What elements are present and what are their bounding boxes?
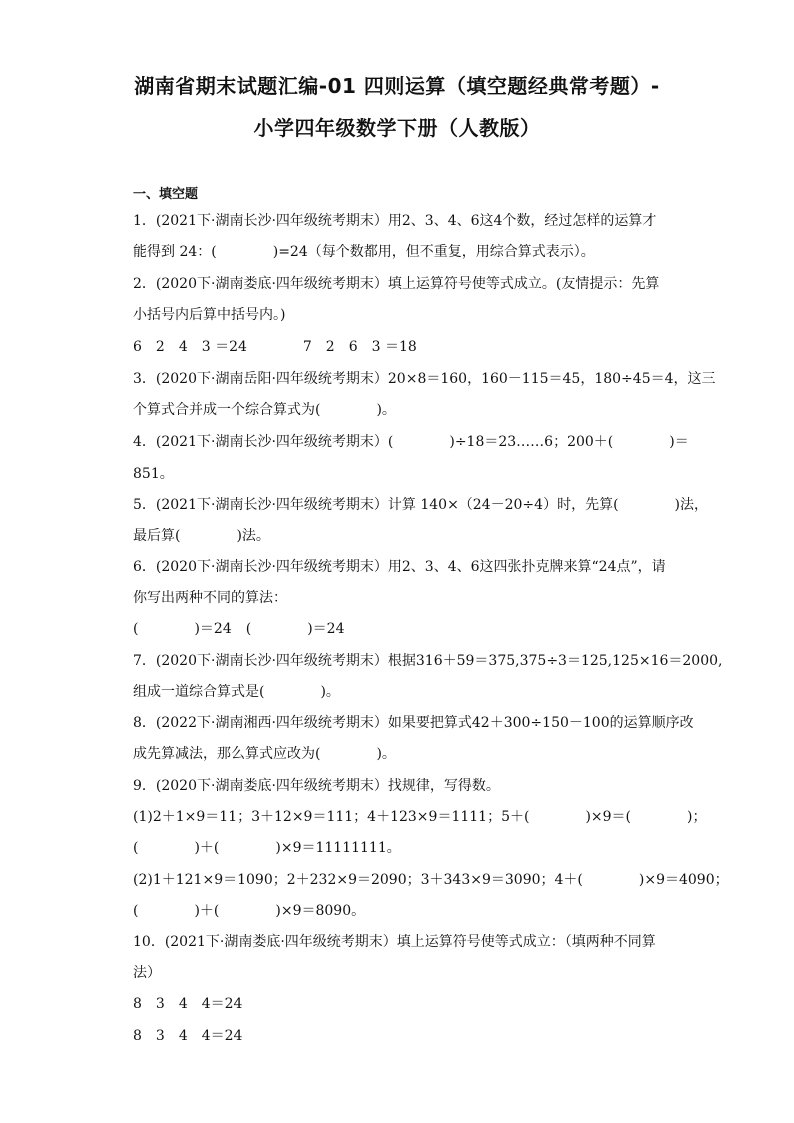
- question-10-line-2: 法）: [133, 965, 161, 981]
- question-8-line-1: 8．(2022下·湖南湘西·四年级统考期末）如果要把算式42＋300÷150－100的运算顺序改: [133, 715, 694, 731]
- question-1-line-1: 1．(2021下·湖南长沙·四年级统考期末）用2、3、4、6这4个数，经过怎样的运算才: [133, 213, 657, 229]
- question-4-line-1: 4．(2021下·湖南长沙·四年级统考期末）( )÷18＝23……6；200＋( )＝: [133, 434, 689, 450]
- question-7-line-2: 组成一道综合算式是( )。: [133, 684, 340, 700]
- question-5-line-2: 最后算( )法。: [133, 528, 270, 544]
- question-8-line-2: 成先算减法，那么算式应改为( )。: [133, 746, 396, 762]
- question-6-line-1: 6．(2020下·湖南长沙·四年级统考期末）用2、3、4、6这四张扑克牌来算“24点”，请: [133, 559, 666, 575]
- question-2-line-1: 2．(2020下·湖南娄底·四年级统考期末）填上运算符号使等式成立。(友情提示：先算: [133, 276, 660, 292]
- section-heading: 一、填空题: [133, 187, 199, 202]
- question-2-line-3: 6 2 4 3 ＝24 7 2 6 3 ＝18: [133, 339, 417, 355]
- page-title: 湖南省期末试题汇编-01 四则运算（填空题经典常考题）-: [134, 74, 660, 98]
- question-2-line-2: 小括号内后算中括号内。): [133, 307, 286, 323]
- question-5-line-1: 5．(2021下·湖南长沙·四年级统考期末）计算 140×（24－20÷4）时，先算( )法，: [133, 497, 708, 513]
- question-9-line-5: ( )＋( )×9＝8090。: [133, 903, 366, 919]
- question-9-line-4: (2)1＋121×9＝1090；2＋232×9＝2090；3＋343×9＝3090；4＋( )×9＝4090；: [133, 872, 729, 888]
- question-3-line-1: 3．(2020下·湖南岳阳·四年级统考期末）20×8＝160，160－115＝45，180÷45＝4，这三: [133, 371, 716, 387]
- question-9-line-2: (1)2＋1×9＝11；3＋12×9＝111；4＋123×9＝1111；5＋( )×9＝( )；: [133, 809, 707, 825]
- question-6-line-3: ( )＝24 ( )＝24: [133, 621, 345, 637]
- question-10-line-4: 8 3 4 4＝24: [133, 1028, 243, 1044]
- question-9-line-3: ( )＋( )×9＝11111111。: [133, 840, 401, 856]
- question-6-line-2: 你写出两种不同的算法：: [133, 590, 287, 606]
- question-10-line-3: 8 3 4 4＝24: [133, 996, 243, 1012]
- question-9-line-1: 9．(2020下·湖南娄底·四年级统考期末）找规律，写得数。: [133, 778, 500, 794]
- question-7-line-1: 7．(2020下·湖南长沙·四年级统考期末）根据316＋59＝375,375÷3＝125,125×16＝2000,: [133, 653, 723, 669]
- question-4-line-2: 851。: [133, 466, 174, 482]
- question-10-line-1: 10．(2021下·湖南娄底·四年级统考期末）填上运算符号使等式成立：（填两种不同算: [133, 934, 656, 950]
- page-subtitle: 小学四年级数学下册（人教版）: [253, 116, 541, 140]
- question-1-line-2: 能得到 24：( )=24（每个数都用，但不重复，用综合算式表示）。: [133, 244, 595, 260]
- question-3-line-2: 个算式合并成一个综合算式为( )。: [133, 402, 396, 418]
